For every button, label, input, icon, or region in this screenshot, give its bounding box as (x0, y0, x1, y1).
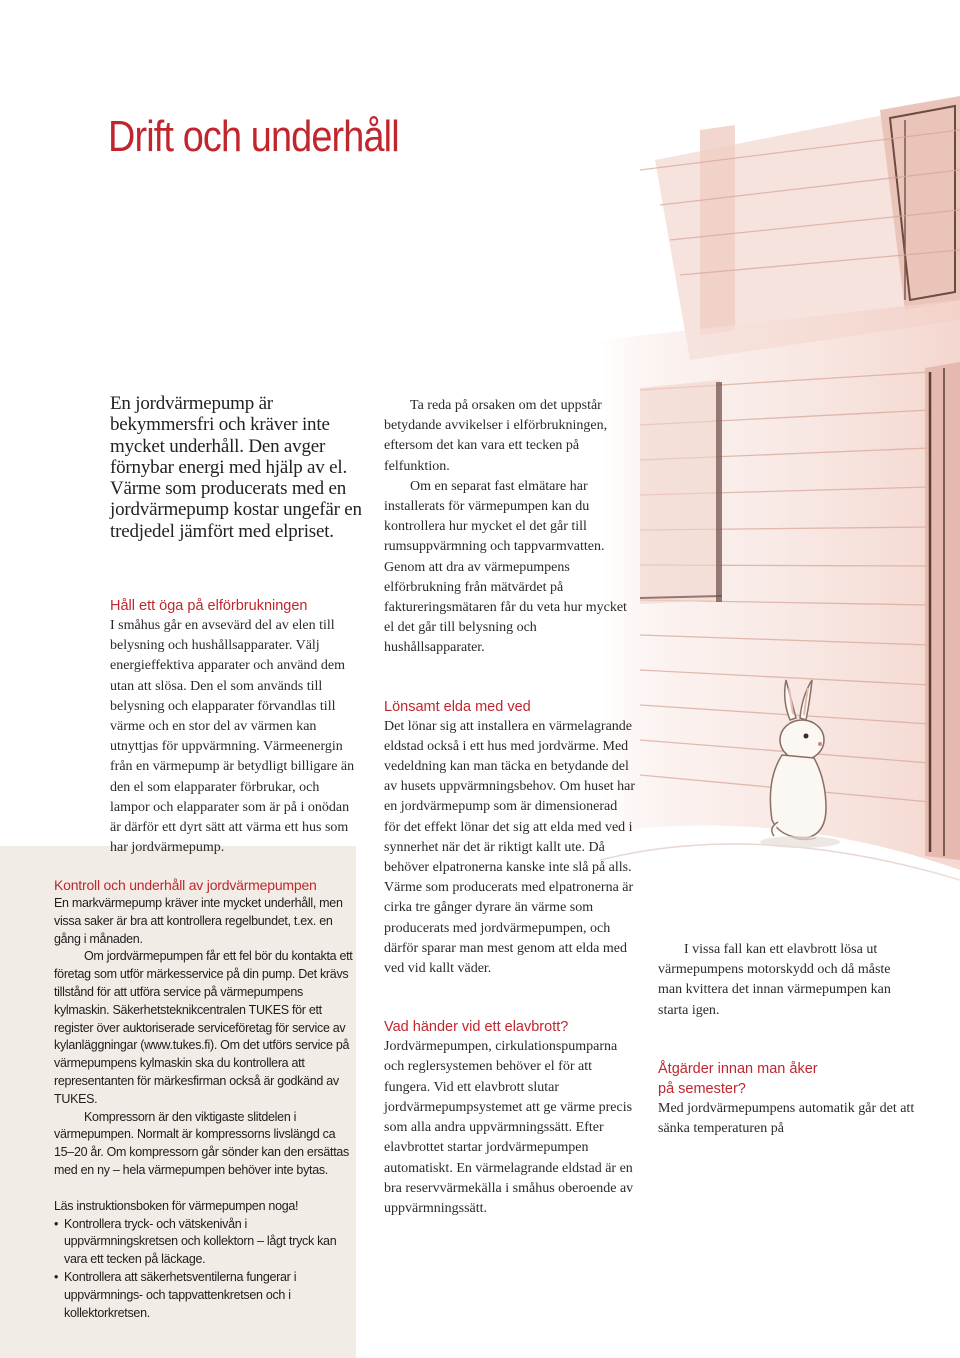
vacation-paragraph: Med jordvärmepumpens automatik går det att sänka temperaturen på (658, 1100, 915, 1137)
column-3 (658, 940, 916, 1139)
list-item: • Kontrollera att säkerhetsventilerna fungerar i uppvärmnings- och tappvattenkretsen och i kollektorkretsen. (54, 1269, 354, 1322)
power-outage-paragraph-2: I vissa fall kan ett elavbrott lösa ut värmepumpens motorskydd och då måste man kvittera det innan värmepumpen kan starta igen. (658, 942, 891, 1018)
list-item: • Kontrollera tryck- och vätskenivån i uppvärmningskretsen och kollektorn – lågt tryck kan vara ett tecken på läckage. (54, 1216, 354, 1269)
electricity-paragraph-1: I småhus går en avsevärd del av elen till belysning och hushållsapparater. Välj energieffektiva apparater och använd dem utan att slösa. Den el som används till belysning och elapparater förvandlas till värme och en stor del av värmen kan utnyttjas för uppvärmning. Värmeenergin från en värmepump är betydligt billigare än den el som elapparater förbrukar, och lampor och elapparater som är på i onödan är därför ett dyrt sätt att värma ett hus som har jordvärmepump. (110, 618, 355, 856)
heading-vacation-line-1: Åtgärder innan man åker (658, 1060, 818, 1077)
electricity-paragraph-2: Ta reda på orsaken om det uppstår betydande avvikelser i elförbrukningen, eftersom det kan vara ett tecken på felfunktion. (384, 398, 608, 474)
sidebar-checklist (54, 1216, 354, 1323)
column-1 (110, 596, 362, 858)
power-outage-paragraph-1: Jordvärmepumpen, cirkulationspumparna och reglersystemen behöver el för att fungera. Vid ett elavbrott slutar jordvärmepumpsystemet att ge värme precis som alla andra uppvärmningssätt. Efter elavbrottet startar jordvärmepumpen automatiskt. En värmelagrande eldstad är en bra reservvärmekälla i småhus oberoende av uppvärmningssätt. (384, 1039, 634, 1216)
sidebar-paragraph-3: Kompressorn är den viktigaste slitdelen i värmepumpen. Normalt är kompressorns livslängd ca 15–20 år. Om kompressorn går sönder kan den ersättas med en ny – hela värmepumpen behöver inte bytas. (54, 1109, 349, 1177)
heading-electricity: Håll ett öga på elförbrukningen (110, 598, 308, 614)
heading-power-outage: Vad händer vid ett elavbrott? (384, 1019, 569, 1036)
electricity-paragraph-3: Om en separat fast elmätare har installerats för värmepumpen kan du kontrollera hur mycket el det går till rumsuppvärmning och tappvarmvatten. Genom att dra av värmepumpens elförbrukning från mätvärdet på faktureringsmätaren får du veta hur mycket el det går till belysning och hushållsapparater. (384, 478, 627, 656)
heading-firewood: Lönsamt elda med ved (384, 698, 531, 715)
firewood-paragraph: Det lönar sig att installera en värmelagrande eldstad också i ett hus med jordvärme. Med vedeldning kan man täcka en betydande del av husets uppvärmningsbehov. Om huset har en jordvärmepump som är dimensionerad för det effekt lönar det sig att elda med ved i synnerhet när det är riktigt kallt ute. Då behöver elpatronerna kanske inte slå på alls. Värme som producerats med elpatronerna är cirka tre gånger dyrare än värme som producerats med jordvärmepumpen, och därför sparar man mest genom att elda med ved vid kallt väder. (384, 718, 636, 977)
column-2 (384, 396, 636, 1219)
page-title: Drift och underhåll (108, 112, 399, 161)
heading-vacation (658, 1059, 916, 1099)
sidebar-paragraph-4: Läs instruktionsboken för värmepumpen noga! (54, 1198, 299, 1213)
sidebar-paragraph-1: En markvärmepump kräver inte mycket underhåll, men vissa saker är bra att kontrollera regelbundet, t.ex. en gång i månaden. (54, 896, 343, 946)
sidebar-paragraph-2: Om jordvärmepumpen får ett fel bör du kontakta ett företag som utför märkesservice på din pump. Det krävs tillstånd för att utföra service på värmepumpens kylmaskin. Säkerhetsteknikcentralen TUKES för ett register över auktoriserade serviceföretag för service av kylanläggningar (www.tukes.fi). Om det utförs service på värmepumpens kylmaskin ska du kontrollera att representanten för märkesfirman också är godkänd av TUKES. (54, 949, 353, 1106)
heading-vacation-line-2: på semester? (658, 1080, 746, 1097)
sidebar-heading: Kontroll och underhåll av jordvärmepumpen (54, 877, 317, 893)
lead-paragraph: En jordvärmepump är bekymmersfri och kräver inte mycket underhåll. Den avger förnybar energi med hjälp av el. Värme som producerats med en jordvärmepump kostar ungefär en tredjedel jämfört med elpriset. (110, 393, 362, 542)
maintenance-sidebar (0, 846, 356, 1358)
